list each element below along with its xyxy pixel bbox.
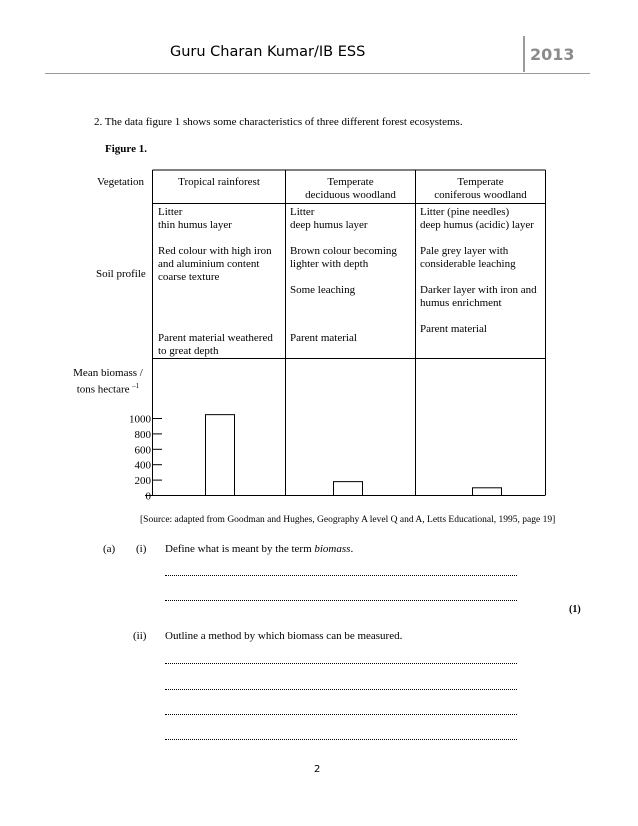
y-tick-label: 200 xyxy=(134,475,151,488)
column-header-3: Temperate coniferous woodland xyxy=(434,176,527,201)
y-tick-label: 600 xyxy=(134,444,151,457)
answer-line[interactable] xyxy=(165,689,517,690)
soil-cell-2: Litter deep humus layer Brown colour becoming lighter with depth Some leaching xyxy=(290,206,397,296)
bar-3 xyxy=(473,488,502,496)
y-tick-label: 800 xyxy=(134,428,151,441)
part-ii-question: Outline a method by which biomass can be measured. xyxy=(165,630,403,642)
answer-line[interactable] xyxy=(165,575,517,576)
part-i-label: (i) xyxy=(136,543,147,555)
chart-ylabel: Mean biomass / tons hectare $^{-1}$ xyxy=(73,367,143,396)
part-a-label: (a) xyxy=(103,543,116,555)
y-tick-label: 400 xyxy=(134,459,151,472)
answer-line[interactable] xyxy=(165,663,517,664)
marks-label: (1) xyxy=(569,604,581,615)
answer-line[interactable] xyxy=(165,600,517,601)
soil-cell-1-bottom: Parent material weathered to great depth xyxy=(158,332,273,357)
column-header-1: Tropical rainforest xyxy=(178,176,260,188)
y-tick-label: 1000 xyxy=(129,413,151,426)
y-tick-label: 0 xyxy=(145,490,151,503)
soil-cell-1: Litter thin humus layer Red colour with high iron and aluminium content coarse texture xyxy=(158,206,272,283)
soil-cell-2-bottom: Parent material xyxy=(290,332,357,344)
question-intro: 2. The data figure 1 shows some characteristics of three different forest ecosystems. xyxy=(94,116,463,128)
soil-cell-3: Litter (pine needles) deep humus (acidic) layer Pale grey layer with considerable leaching Darker layer with iron and humus enrichment Parent material xyxy=(420,206,537,335)
answer-line[interactable] xyxy=(165,714,517,715)
part-i-question: Define what is meant by the term biomass. xyxy=(165,543,354,555)
answer-line[interactable] xyxy=(165,739,517,740)
figure-source: [Source: adapted from Goodman and Hughes, Geography A level Q and A, Letts Educational, 1995, page 19] xyxy=(140,515,556,525)
page-number: 2 xyxy=(314,764,321,775)
soil-profile-label: Soil profile xyxy=(96,268,146,280)
part-ii-label: (ii) xyxy=(133,630,147,642)
figure-label: Figure 1. xyxy=(105,143,147,155)
vegetation-label: Vegetation xyxy=(97,176,145,188)
header-title: Guru Charan Kumar/IB ESS xyxy=(170,44,366,60)
header-year: 2013 xyxy=(530,45,575,64)
column-header-2: Temperate deciduous woodland xyxy=(305,176,396,201)
bar-2 xyxy=(334,482,363,496)
bar-1 xyxy=(206,415,235,496)
